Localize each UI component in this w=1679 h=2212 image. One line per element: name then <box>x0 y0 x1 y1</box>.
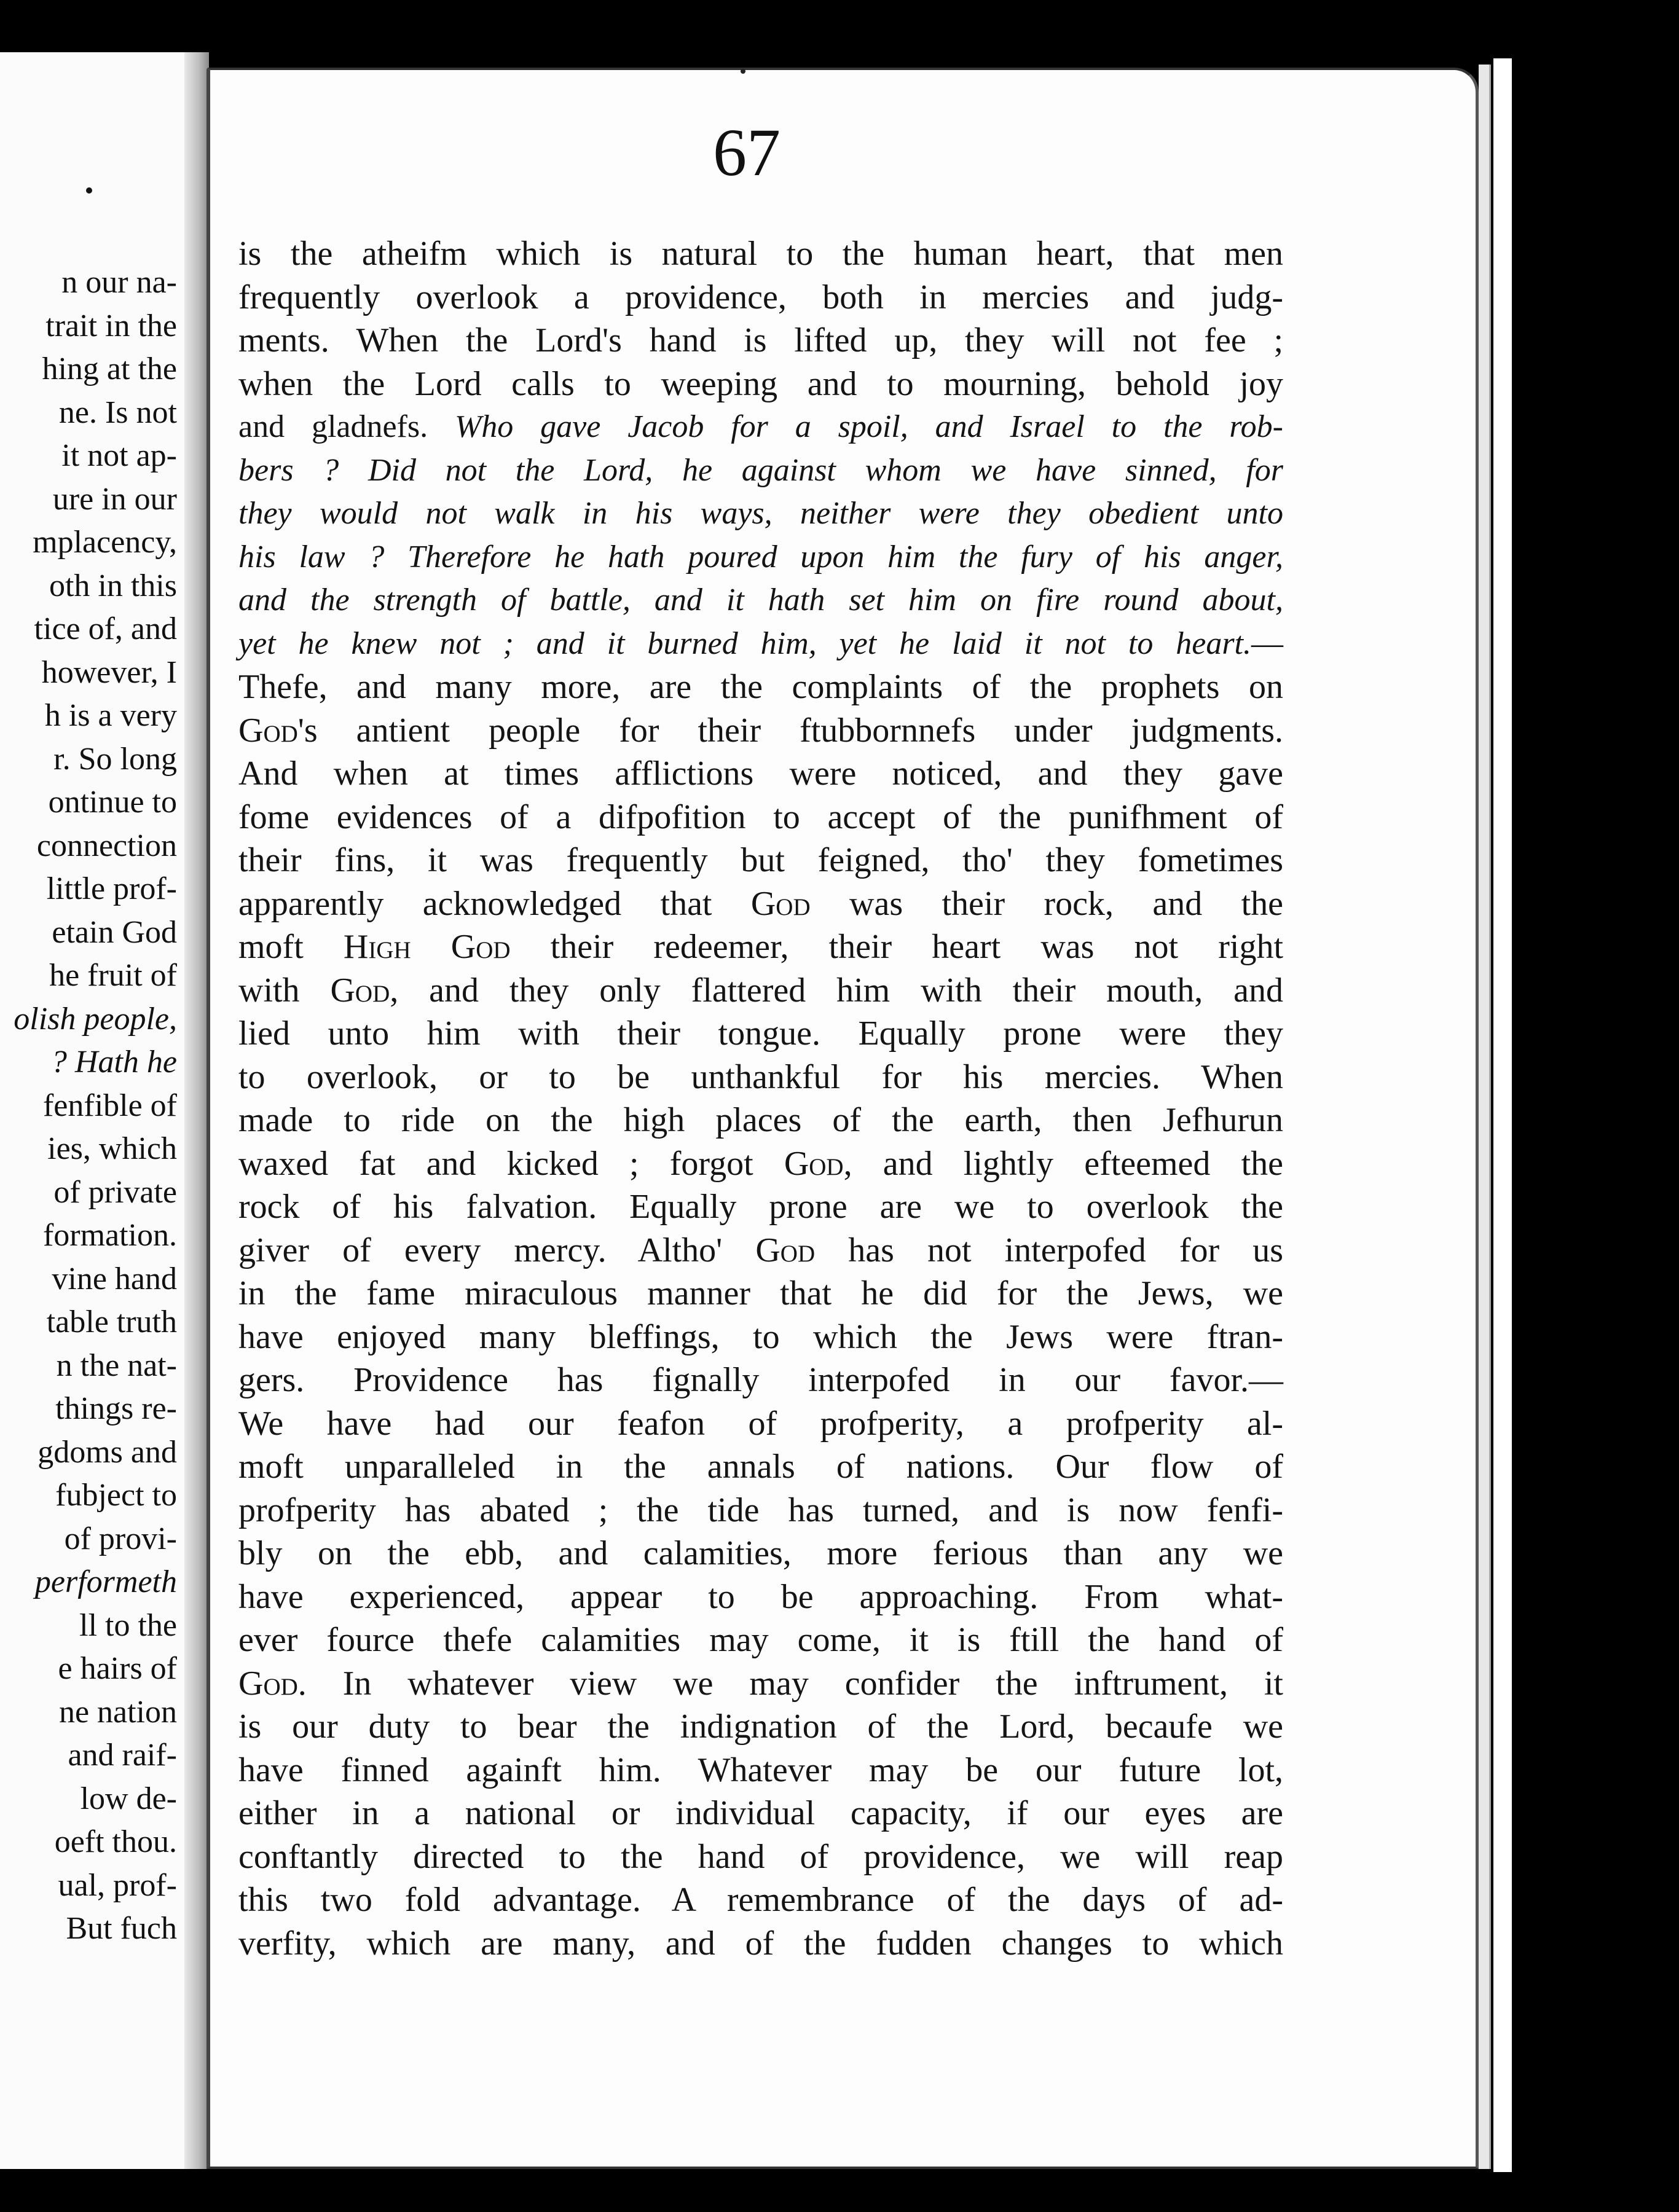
text-line <box>238 1445 1283 1489</box>
text-run: waxed fat and kicked ; forgot <box>238 1144 784 1183</box>
text-run: either in a national or individual capacity, if our eyes are <box>238 1794 1283 1832</box>
previous-page-line: ies, which <box>47 1131 177 1166</box>
text-run: moft <box>238 928 344 966</box>
text-run: have finned againft him. Whatever may be our future lot, <box>238 1751 1283 1789</box>
previous-page-line: But fuch <box>66 1911 177 1946</box>
text-line <box>238 752 1283 796</box>
text-line <box>238 406 1283 449</box>
previous-page-line: gdoms and <box>37 1434 177 1470</box>
text-run: moft unparalleled in the annals of nations. Our flow of <box>238 1448 1283 1486</box>
text-line <box>238 1142 1283 1186</box>
text-run: . In whatever view we may confider the inftrument, it <box>297 1664 1283 1703</box>
previous-page-line: low de- <box>80 1781 177 1816</box>
text-run: We have had our feafon of profperity, a profperity al- <box>238 1404 1283 1443</box>
text-run: was their rock, and the <box>810 884 1283 923</box>
text-line <box>238 1532 1283 1575</box>
previous-page-line: fenfible of <box>42 1088 177 1123</box>
previous-page-line: oth in this <box>49 568 177 603</box>
text-line <box>238 363 1283 406</box>
previous-page-line: oeft thou. <box>54 1824 177 1859</box>
text-run: is our duty to bear the indignation of the Lord, becaufe we <box>238 1708 1283 1746</box>
italic-quote: his law ? Therefore he hath poured upon him the fury of his anger, <box>238 539 1283 575</box>
text-run: ments. When the Lord's hand is lifted up, they will not fee ; <box>238 321 1283 359</box>
text-line <box>238 276 1283 320</box>
text-line <box>238 1922 1283 1966</box>
text-line <box>238 1185 1283 1229</box>
previous-page-line: performeth <box>34 1564 177 1599</box>
italic-quote: bers ? Did not the Lord, he against whom we have sinned, for <box>238 452 1283 488</box>
text-line <box>238 536 1283 579</box>
previous-page-line: of private <box>53 1174 177 1210</box>
text-line <box>238 1402 1283 1446</box>
italic-quote: they would not walk in his ways, neither were they obedient unto <box>238 496 1283 531</box>
previous-page-line: vine hand <box>52 1261 177 1296</box>
text-line <box>238 839 1283 882</box>
body-text <box>238 232 1283 1965</box>
text-run: giver of every mercy. Altho' <box>238 1231 756 1269</box>
text-line <box>238 1489 1283 1532</box>
text-line <box>238 1792 1283 1835</box>
italic-quote: and the strength of battle, and it hath set him on fire round about, <box>238 582 1283 618</box>
text-line <box>238 1835 1283 1879</box>
page-number: 67 <box>713 115 781 190</box>
text-run: have enjoyed many bleffings, to which the Jews were ftran- <box>238 1317 1283 1356</box>
text-run: to overlook, or to be unthankful for his mercies. When <box>238 1057 1283 1096</box>
text-run: gers. Providence has fignally interpofed in our favor.— <box>238 1361 1283 1399</box>
previous-page-line: h is a very <box>44 698 177 733</box>
previous-page-line: n the nat- <box>56 1347 177 1383</box>
text-run: rock of his falvation. Equally prone are we to overlook the <box>238 1188 1283 1226</box>
text-line <box>238 1359 1283 1402</box>
previous-page-line: it not ap- <box>61 438 177 473</box>
text-run: — <box>1251 626 1283 661</box>
previous-page-line: connection <box>36 828 177 863</box>
previous-page-line: r. So long <box>53 741 177 777</box>
previous-page-line: mplacency, <box>33 525 177 560</box>
small-caps-word: God <box>238 711 298 750</box>
text-line <box>238 1575 1283 1619</box>
text-line <box>238 1272 1283 1316</box>
text-run: conftantly directed to the hand of providence, we will reap <box>238 1837 1283 1876</box>
text-line <box>238 882 1283 926</box>
previous-page-line: fubject to <box>55 1478 177 1513</box>
text-line <box>238 449 1283 493</box>
text-line <box>238 1878 1283 1922</box>
previous-page-line: ne nation <box>58 1694 177 1730</box>
text-run: is the atheifm which is natural to the human heart, that men <box>238 235 1283 273</box>
text-run: and gladnefs. <box>238 409 455 444</box>
text-run: frequently overlook a providence, both in mercies and judg- <box>238 278 1283 316</box>
text-run: 's antient people for their ftubbornnefs under judgments. <box>297 711 1283 750</box>
italic-quote: Who gave Jacob for a spoil, and Israel to the rob- <box>454 409 1283 444</box>
small-caps-word: God <box>750 884 811 923</box>
previous-page-line: things re- <box>55 1391 177 1426</box>
text-line <box>238 492 1283 536</box>
text-line <box>238 796 1283 839</box>
text-line <box>238 1316 1283 1359</box>
previous-page-text <box>0 261 177 1951</box>
text-line <box>238 622 1283 666</box>
small-caps-word: God <box>755 1231 816 1269</box>
text-run: Thefe, and many more, are the complaints of the prophets on <box>238 668 1283 706</box>
text-run: verfity, which are many, and of the fudden changes to which <box>238 1924 1283 1963</box>
previous-page-line: table truth <box>46 1304 177 1339</box>
previous-page-line: ontinue to <box>48 785 177 820</box>
text-run: this two fold advantage. A remembrance of the days of ad- <box>238 1881 1283 1919</box>
text-run: their fins, it was frequently but feigned, tho' they fometimes <box>238 841 1283 879</box>
previous-page-line: of provi- <box>64 1521 177 1556</box>
text-run: And when at times afflictions were noticed, and they gave <box>238 755 1283 793</box>
text-line <box>238 1705 1283 1749</box>
ink-mark <box>741 69 745 74</box>
previous-page-line: etain God <box>52 914 177 950</box>
previous-page-line: little prof- <box>46 871 177 906</box>
text-run: , and they only flattered him with their mouth, and <box>390 971 1284 1010</box>
text-run: fome evidences of a difpofition to accept of the punifhment of <box>238 798 1283 836</box>
small-caps-word: God <box>330 971 390 1010</box>
previous-page-fragment <box>0 52 184 2169</box>
text-line <box>238 1012 1283 1056</box>
previous-page-line: ne. Is not <box>58 394 177 430</box>
small-caps-word: God <box>784 1144 844 1183</box>
small-caps-word: God <box>238 1664 298 1703</box>
text-run: ever fource thefe calamities may come, it is ftill the hand of <box>238 1621 1283 1659</box>
text-line <box>238 1229 1283 1273</box>
text-line <box>238 665 1283 709</box>
previous-page-line: e hairs of <box>58 1651 177 1686</box>
previous-page-line: ? Hath he <box>50 1045 177 1080</box>
small-caps-word: High God <box>343 928 511 966</box>
text-run: in the fame miraculous manner that he did for the Jews, we <box>238 1274 1283 1312</box>
previous-page-line: ure in our <box>52 481 177 517</box>
text-run: when the Lord calls to weeping and to mourning, behold joy <box>238 364 1283 403</box>
text-line <box>238 1749 1283 1792</box>
text-run: apparently acknowledged that <box>238 884 751 923</box>
page-edge-outer <box>1493 58 1512 2172</box>
text-line <box>238 1662 1283 1706</box>
text-line <box>238 1099 1283 1142</box>
text-run: made to ride on the high places of the earth, then Jefhurun <box>238 1101 1283 1139</box>
previous-page-line: tice of, and <box>34 611 177 646</box>
previous-page-line: and raif- <box>68 1738 177 1773</box>
text-run: their redeemer, their heart was not right <box>510 928 1284 966</box>
text-run: , and lightly efteemed the <box>843 1144 1283 1183</box>
previous-page-line: n our na- <box>61 265 177 300</box>
text-line <box>238 1056 1283 1099</box>
page-edge <box>1479 65 1491 2169</box>
text-run: profperity has abated ; the tide has turned, and is now fenfi- <box>238 1491 1283 1529</box>
text-run: with <box>238 971 331 1010</box>
text-line <box>238 319 1283 363</box>
previous-page-line: ll to the <box>79 1607 177 1643</box>
previous-page-line: olish people, <box>14 1001 177 1037</box>
previous-page-line: however, I <box>41 654 177 690</box>
text-run: bly on the ebb, and calamities, more ferious than any we <box>238 1534 1283 1572</box>
previous-page-line: hing at the <box>42 351 177 386</box>
text-run: lied unto him with their tongue. Equally prone were they <box>238 1014 1283 1053</box>
previous-page-line: formation. <box>42 1218 177 1253</box>
text-line <box>238 1618 1283 1662</box>
text-line <box>238 925 1283 969</box>
previous-page-line: trait in the <box>45 308 177 343</box>
ink-dot <box>86 187 92 194</box>
italic-quote: yet he knew not ; and it burned him, yet he laid it not to heart. <box>238 626 1251 661</box>
text-line <box>238 232 1283 276</box>
text-line <box>238 579 1283 622</box>
previous-page-line: ual, prof- <box>58 1867 177 1903</box>
book-gutter <box>184 52 209 2169</box>
text-line <box>238 709 1283 753</box>
text-line <box>238 969 1283 1013</box>
text-run: has not interpofed for us <box>815 1231 1283 1269</box>
text-run: have experienced, appear to be approaching. From what- <box>238 1577 1283 1616</box>
previous-page-line: he fruit of <box>49 958 177 993</box>
